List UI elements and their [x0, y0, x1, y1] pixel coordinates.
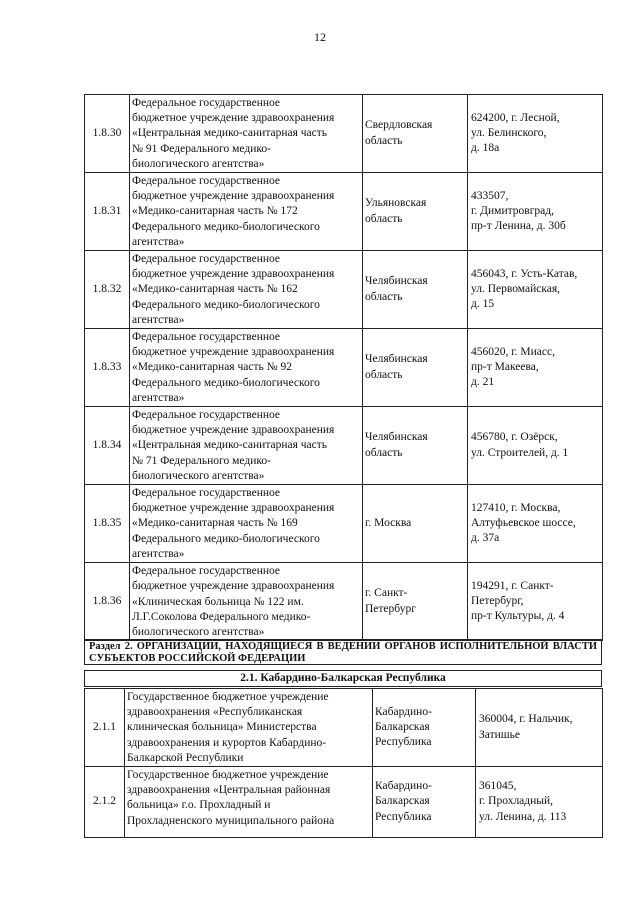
- organization-name-line: «Центральная медико-санитарная часть: [132, 439, 328, 452]
- organization-name-line: бюджетное учреждение здравоохранения: [132, 580, 335, 593]
- address-line: 624200, г. Лесной,: [471, 111, 560, 124]
- table-row: [85, 689, 603, 767]
- region: [363, 563, 468, 641]
- organization-name: [130, 95, 363, 173]
- region: [363, 173, 468, 251]
- region-line: Свердловская: [365, 119, 433, 132]
- organization-name: [130, 251, 363, 329]
- address: [476, 689, 603, 767]
- organization-name-line: Прохладненского муниципального района: [127, 814, 335, 827]
- table-row: [85, 767, 603, 838]
- address-line: г. Димитровград,: [471, 204, 554, 217]
- address-line: д. 21: [471, 376, 495, 389]
- organization-name-line: агентства»: [132, 235, 185, 248]
- organization-name-line: Федеральное государственное: [132, 175, 281, 188]
- organization-name-line: биологического агентства»: [132, 469, 265, 482]
- address: [468, 251, 603, 329]
- organization-name: [125, 767, 373, 838]
- region-line: Балкарская: [375, 720, 430, 733]
- organization-name-line: здравоохранения «Республиканская: [127, 706, 303, 719]
- organization-name-line: здравоохранения «Центральная районная: [127, 784, 331, 797]
- address: [468, 329, 603, 407]
- organization-name: [130, 173, 363, 251]
- region-line: область: [365, 446, 403, 459]
- organization-name-line: Федерального медико-биологического: [132, 532, 320, 545]
- organization-name-line: больница» г.о. Прохладный и: [127, 799, 271, 812]
- organization-name: [125, 689, 373, 767]
- table-row: [85, 95, 603, 173]
- organization-name-line: Государственное бюджетное учреждение: [127, 691, 329, 703]
- region: [373, 767, 476, 838]
- address-line: д. 18а: [471, 142, 500, 155]
- address-line: 456020, г. Миасс,: [471, 345, 555, 358]
- organization-name-line: № 71 Федерального медико-: [132, 454, 271, 467]
- organization-name-line: здравоохранения и курортов Кабардино-: [127, 736, 327, 749]
- region-line: г. Санкт-: [365, 587, 408, 600]
- region-line: г. Москва: [365, 516, 412, 529]
- address: [468, 563, 603, 641]
- row-number: 1.8.36: [85, 563, 130, 641]
- organization-name: [130, 485, 363, 563]
- region: [363, 485, 468, 563]
- address-line: 361045,: [479, 780, 517, 793]
- organization-name: [130, 563, 363, 641]
- address-line: Петербург,: [471, 595, 524, 607]
- page-number: 12: [314, 30, 326, 44]
- organization-name-line: «Медико-санитарная часть № 92: [132, 361, 292, 374]
- address-line: пр-т Ленина, д. 30б: [471, 220, 566, 233]
- region-line: Республика: [375, 736, 432, 749]
- address-line: ул. Ленина, д. 113: [479, 810, 567, 823]
- organization-name: [130, 407, 363, 485]
- organization-name-line: Федерального медико-биологического: [132, 376, 320, 389]
- organization-name-line: «Клиническая больница № 122 им.: [132, 595, 304, 608]
- address-line: Алтуфьевское шоссе,: [471, 516, 576, 529]
- organization-name-line: агентства»: [132, 391, 185, 404]
- address: [476, 767, 603, 838]
- region-line: Кабардино-: [375, 780, 432, 793]
- organization-name-line: «Медико-санитарная часть № 172: [132, 205, 298, 218]
- row-number: 1.8.33: [85, 329, 130, 407]
- row-number: 2.1.2: [85, 767, 125, 838]
- address-line: 360004, г. Нальчик,: [479, 713, 573, 726]
- organization-name-line: клиническая больница» Министерства: [127, 721, 317, 734]
- organization-name-line: Федеральное государственное: [132, 253, 281, 266]
- region-line: Челябинская: [365, 275, 428, 288]
- organization-name-line: «Медико-санитарная часть № 162: [132, 283, 298, 296]
- table-row: [85, 485, 603, 563]
- address-line: 456043, г. Усть-Катав,: [471, 267, 578, 280]
- region-line: Балкарская: [375, 795, 430, 808]
- address: [468, 95, 603, 173]
- address-line: пр-т Культуры, д. 4: [471, 610, 565, 623]
- row-number: 1.8.31: [85, 173, 130, 251]
- region-line: Ульяновская: [365, 197, 427, 210]
- address: [468, 407, 603, 485]
- region: [363, 407, 468, 485]
- organization-name-line: биологического агентства»: [132, 157, 265, 170]
- address: [468, 173, 603, 251]
- organization-name-line: агентства»: [132, 547, 185, 560]
- region: [363, 329, 468, 407]
- organization-name-line: Л.Г.Соколова Федерального медико-: [132, 610, 311, 623]
- region-line: Петербург: [365, 602, 416, 615]
- address-line: 433507,: [471, 189, 509, 202]
- address-line: ул. Первомайская,: [471, 282, 561, 295]
- address-line: ул. Строителей, д. 1: [471, 446, 569, 459]
- organization-name-line: Федеральное государственное: [132, 331, 281, 344]
- table-row: [85, 251, 603, 329]
- organization-name-line: Балкарской Республики: [127, 751, 244, 764]
- organization-name-line: Федерального медико-биологического: [132, 220, 320, 233]
- region: [363, 95, 468, 173]
- organization-name-line: бюджетное учреждение здравоохранения: [132, 424, 335, 437]
- region-line: область: [365, 134, 403, 147]
- address-line: д. 15: [471, 298, 495, 311]
- address-line: пр-т Макеева,: [471, 360, 539, 373]
- organization-name-line: бюджетное учреждение здравоохранения: [132, 112, 335, 125]
- organization-name-line: бюджетное учреждение здравоохранения: [132, 190, 335, 203]
- address-line: ул. Белинского,: [471, 126, 547, 139]
- region-line: область: [365, 290, 403, 303]
- row-number: 1.8.34: [85, 407, 130, 485]
- organization-name-line: бюджетное учреждение здравоохранения: [132, 346, 335, 359]
- region: [363, 251, 468, 329]
- region-line: область: [365, 212, 403, 225]
- row-number: 1.8.35: [85, 485, 130, 563]
- organization-name: [130, 329, 363, 407]
- organization-name-line: Федерального медико-биологического: [132, 298, 320, 311]
- organization-name-line: «Центральная медико-санитарная часть: [132, 127, 328, 140]
- address-line: Затишье: [479, 728, 520, 741]
- row-number: 1.8.32: [85, 251, 130, 329]
- address-line: 194291, г. Санкт-: [471, 579, 554, 592]
- region-line: Кабардино-: [375, 705, 432, 718]
- organization-name-line: Федеральное государственное: [132, 409, 281, 422]
- section-heading: Раздел 2. ОРГАНИЗАЦИИ, НАХОДЯЩИЕСЯ В ВЕДЕНИИ ОРГАНОВ ИСПОЛНИТЕЛЬНОЙ ВЛАСТИ СУБЪЕКТОВ РОССИЙСКОЙ ФЕДЕРАЦИИ: [84, 639, 602, 665]
- organizations-table-federal: [84, 94, 603, 641]
- region-line: Челябинская: [365, 353, 428, 366]
- organization-name-line: бюджетное учреждение здравоохранения: [132, 502, 335, 515]
- organization-name-line: агентства»: [132, 313, 185, 326]
- region-line: Челябинская: [365, 431, 428, 444]
- subsection-heading: 2.1. Кабардино-Балкарская Республика: [84, 670, 602, 687]
- organization-name-line: № 91 Федерального медико-: [132, 142, 271, 155]
- organization-name-line: Федеральное государственное: [132, 565, 281, 578]
- region-line: Республика: [375, 810, 432, 823]
- address: [468, 485, 603, 563]
- table-row: [85, 173, 603, 251]
- organization-name-line: Федеральное государственное: [132, 97, 281, 109]
- region-line: область: [365, 368, 403, 381]
- table-row: [85, 329, 603, 407]
- address-line: г. Прохладный,: [479, 795, 554, 808]
- address-line: 456780, г. Озёрск,: [471, 431, 558, 444]
- address-line: 127410, г. Москва,: [471, 501, 561, 514]
- organization-name-line: «Медико-санитарная часть № 169: [132, 517, 298, 530]
- table-row: [85, 563, 603, 641]
- table-row: [85, 407, 603, 485]
- address-line: д. 37а: [471, 532, 500, 545]
- region: [373, 689, 476, 767]
- organizations-table-regional: [84, 688, 603, 838]
- organization-name-line: биологического агентства»: [132, 625, 265, 638]
- organization-name-line: Федеральное государственное: [132, 487, 281, 500]
- row-number: 1.8.30: [85, 95, 130, 173]
- organization-name-line: Государственное бюджетное учреждение: [127, 769, 329, 782]
- organization-name-line: бюджетное учреждение здравоохранения: [132, 268, 335, 281]
- row-number: 2.1.1: [85, 689, 125, 767]
